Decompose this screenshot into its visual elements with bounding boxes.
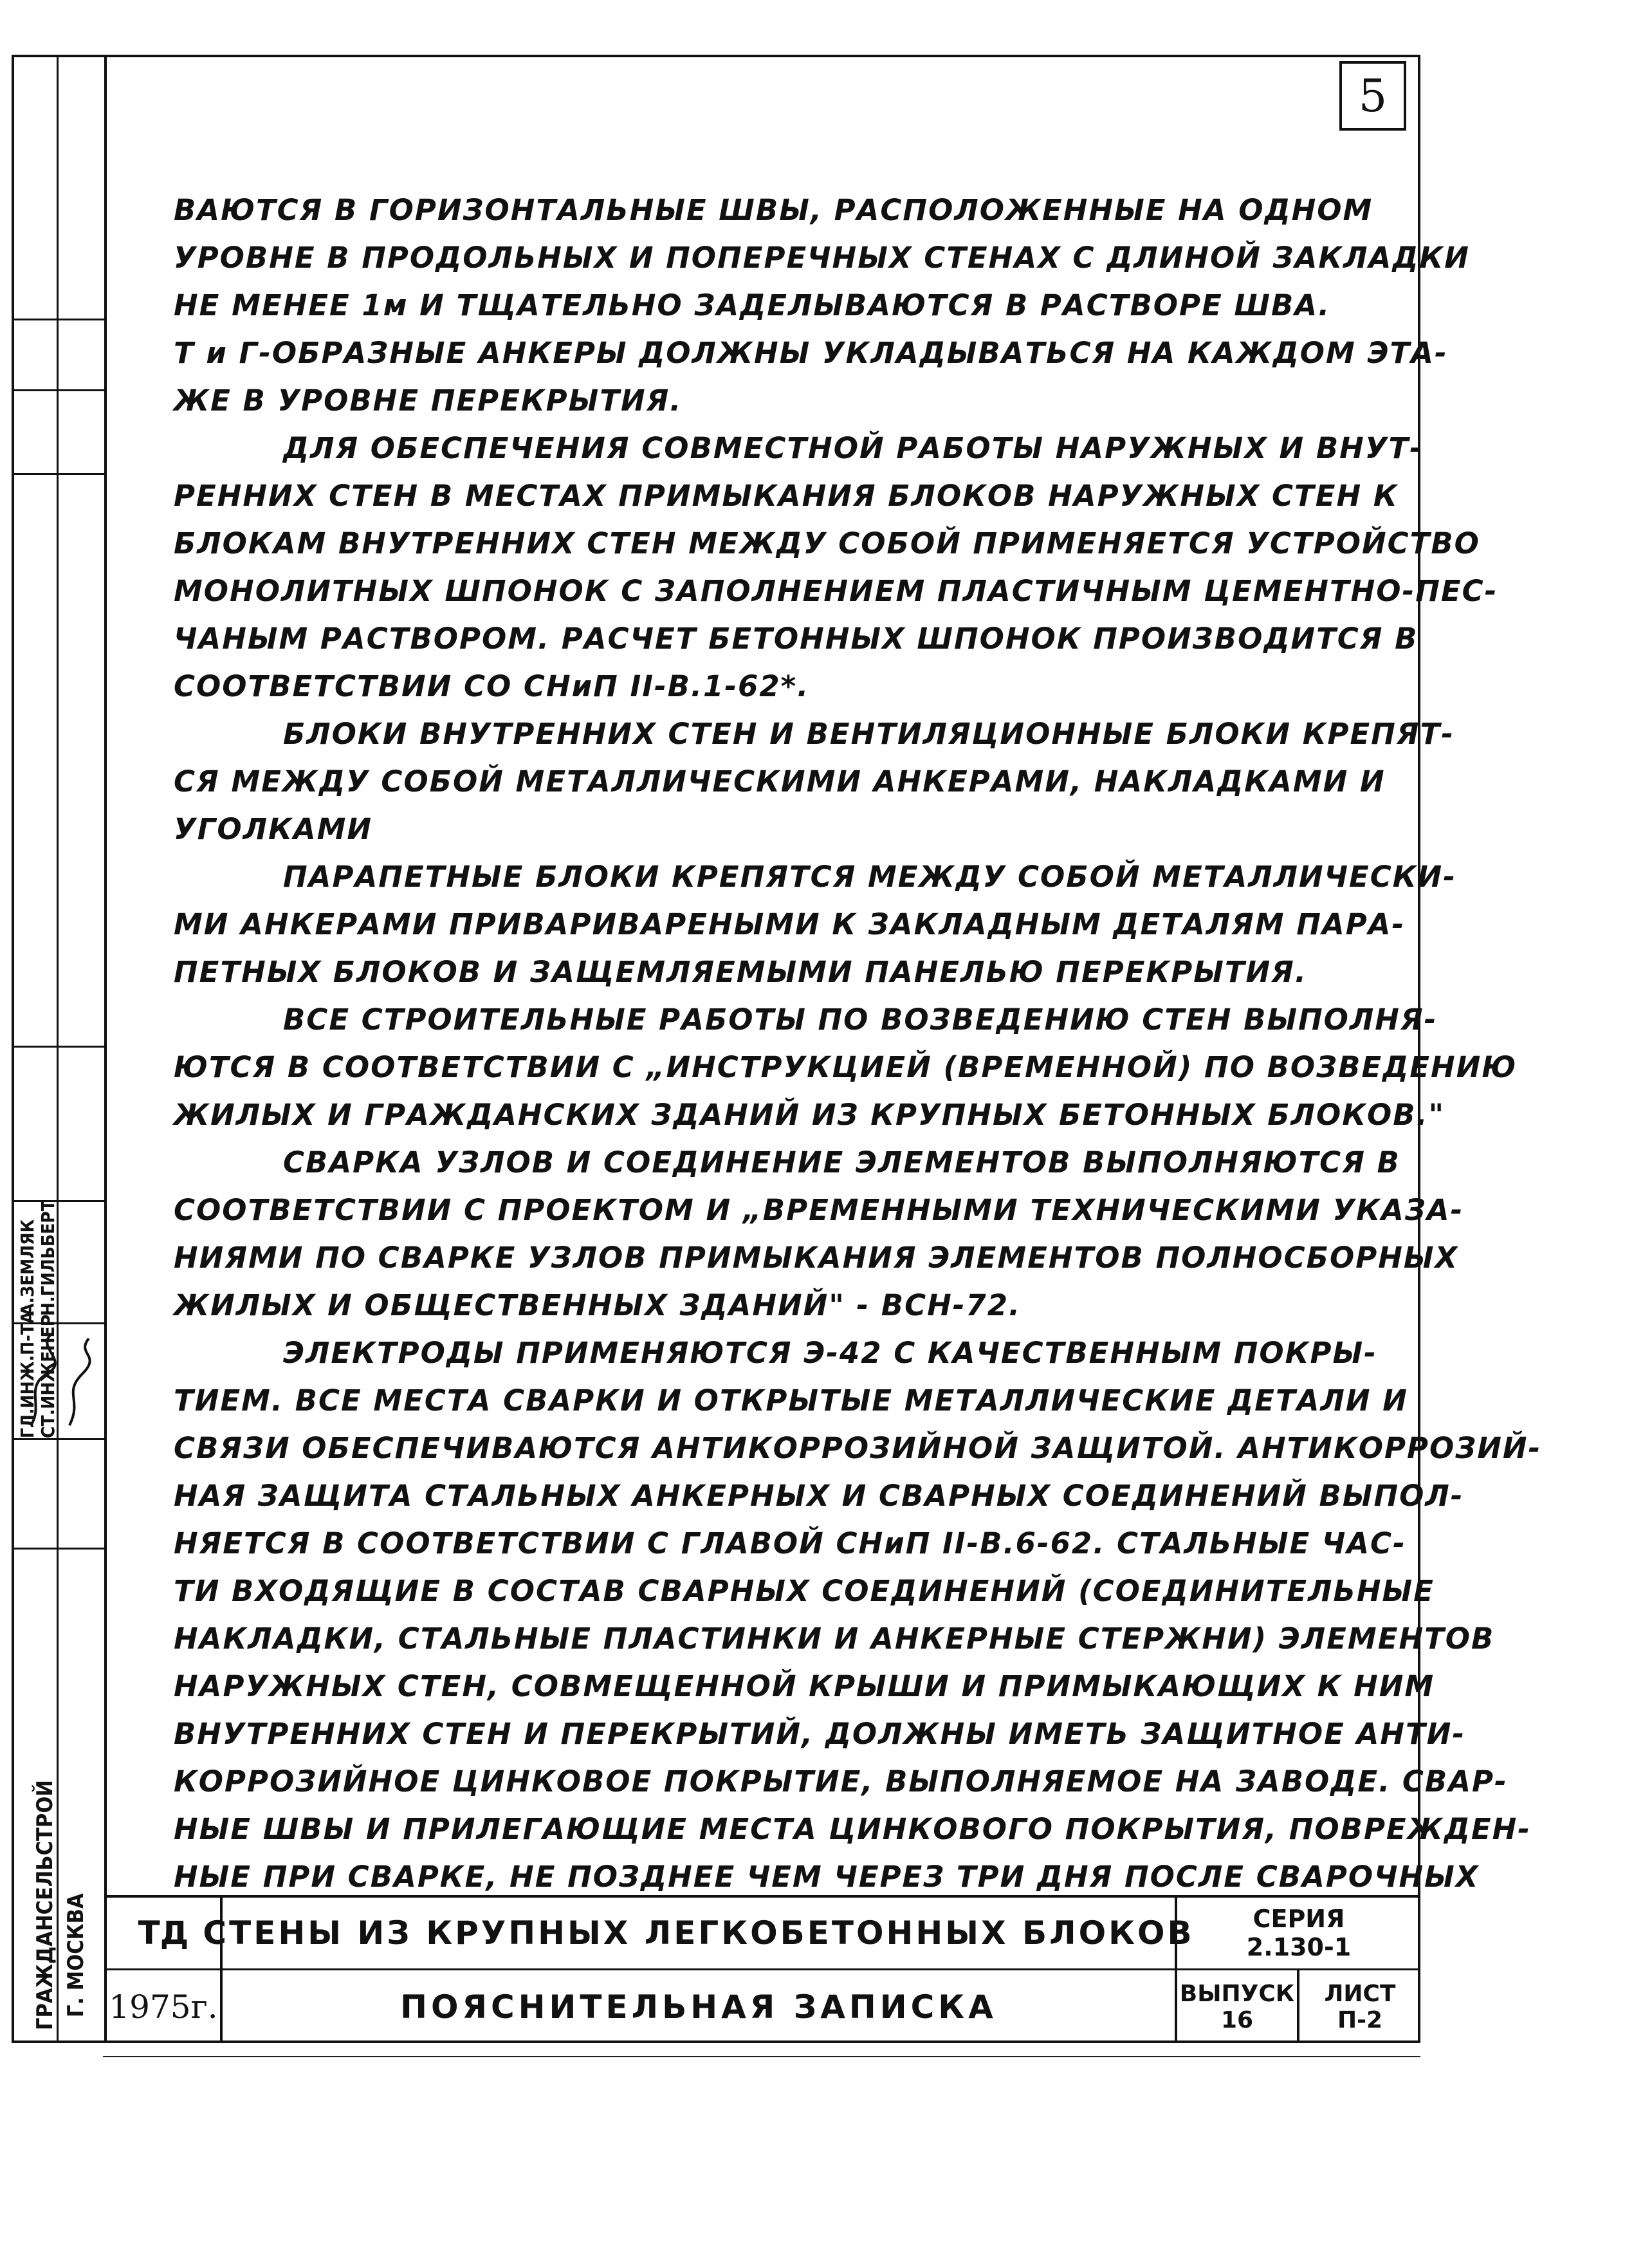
- title-block-subtitle: ПОЯСНИТЕЛЬНАЯ ЗАПИСКА: [400, 1988, 997, 2026]
- text-line: ЖЕ В УРОВНЕ ПЕРЕКРЫТИЯ.: [174, 384, 683, 418]
- stamp-organization: ГРАЖДАНСЕЛЬСТРОЙ: [32, 1780, 58, 2030]
- signature-marks: [18, 1329, 102, 1432]
- issue-value: 16: [1220, 2006, 1254, 2033]
- series-value: 2.130-1: [1246, 1933, 1352, 1961]
- text-line: ПЕТНЫХ БЛОКОВ И ЗАЩЕМЛЯЕМЫМИ ПАНЕЛЬЮ ПЕРЕКРЫТИЯ.: [174, 955, 1307, 989]
- text-line: НАРУЖНЫХ СТЕН, СОВМЕЩЕННОЙ КРЫШИ И ПРИМЫКАЮЩИХ К НИМ: [174, 1669, 1435, 1703]
- text-line: ТИЕМ. ВСЕ МЕСТА СВАРКИ И ОТКРЫТЫЕ МЕТАЛЛИЧЕСКИЕ ДЕТАЛИ И: [174, 1383, 1408, 1418]
- text-line: НАКЛАДКИ, СТАЛЬНЫЕ ПЛАСТИНКИ И АНКЕРНЫЕ СТЕРЖНИ) ЭЛЕМЕНТОВ: [174, 1622, 1495, 1656]
- title-block-title: СТЕНЫ ИЗ КРУПНЫХ ЛЕГКОБЕТОННЫХ БЛОКОВ: [223, 1898, 1175, 1970]
- stamp-role-senior-engineer: СТ.ИНЖЕНЕР: [37, 1314, 59, 1438]
- text-line: НЫЕ ПРИ СВАРКЕ, НЕ ПОЗДНЕЕ ЧЕМ ЧЕРЕЗ ТРИ ДНЯ ПОСЛЕ СВАРОЧНЫХ: [174, 1860, 1480, 1894]
- text-line: ВАЮТСЯ В ГОРИЗОНТАЛЬНЫЕ ШВЫ, РАСПОЛОЖЕННЫЕ НА ОДНОМ: [174, 193, 1373, 227]
- stamp-city: Г. МОСКВА: [63, 1893, 89, 2017]
- text-line: ЮТСЯ В СООТВЕТСТВИИ С „ИНСТРУКЦИЕЙ (ВРЕМЕННОЙ) ПО ВОЗВЕДЕНИЮ: [174, 1050, 1518, 1084]
- page-number: 5: [1339, 61, 1406, 131]
- text-line: НИЯМИ ПО СВАРКЕ УЗЛОВ ПРИМЫКАНИЯ ЭЛЕМЕНТОВ ПОЛНОСБОРНЫХ: [174, 1241, 1459, 1275]
- title-block-year: 1975г.: [107, 1970, 223, 2043]
- series-label: СЕРИЯ: [1253, 1905, 1345, 1933]
- text-line: ПАРАПЕТНЫЕ БЛОКИ КРЕПЯТСЯ МЕЖДУ СОБОЙ МЕТАЛЛИЧЕСКИ-: [283, 860, 1456, 894]
- text-line: СООТВЕТСТВИИ С ПРОЕКТОМ И „ВРЕМЕННЫМИ ТЕХНИЧЕСКИМИ УКАЗА-: [174, 1193, 1464, 1227]
- text-line: СЯ МЕЖДУ СОБОЙ МЕТАЛЛИЧЕСКИМИ АНКЕРАМИ, НАКЛАДКАМИ И: [174, 764, 1386, 799]
- text-line: НЯЕТСЯ В СООТВЕТСТВИИ С ГЛАВОЙ СНиП II-В.6-62. СТАЛЬНЫЕ ЧАС-: [174, 1526, 1406, 1560]
- text-line: ВНУТРЕННИХ СТЕН И ПЕРЕКРЫТИЙ, ДОЛЖНЫ ИМЕТЬ ЗАЩИТНОЕ АНТИ-: [174, 1717, 1466, 1751]
- text-line: Т и Г-ОБРАЗНЫЕ АНКЕРЫ ДОЛЖНЫ УКЛАДЫВАТЬСЯ НА КАЖДОМ ЭТА-: [174, 336, 1448, 370]
- text-line: КОРРОЗИЙНОЕ ЦИНКОВОЕ ПОКРЫТИЕ, ВЫПОЛНЯЕМОЕ НА ЗАВОДЕ. СВАР-: [174, 1764, 1508, 1799]
- text-line: ЭЛЕКТРОДЫ ПРИМЕНЯЮТСЯ Э-42 С КАЧЕСТВЕННЫМ ПОКРЫ-: [283, 1336, 1377, 1370]
- text-line: ВСЕ СТРОИТЕЛЬНЫЕ РАБОТЫ ПО ВОЗВЕДЕНИЮ СТЕН ВЫПОЛНЯ-: [283, 1003, 1438, 1037]
- title-block-issue: [1175, 1970, 1297, 2043]
- text-line: МОНОЛИТНЫХ ШПОНОК С ЗАПОЛНЕНИЕМ ПЛАСТИЧНЫМ ЦЕМЕНТНО-ПЕС-: [174, 574, 1498, 608]
- text-line: БЛОКИ ВНУТРЕННИХ СТЕН И ВЕНТИЛЯЦИОННЫЕ БЛОКИ КРЕПЯТ-: [283, 717, 1455, 751]
- strip-rule: [12, 319, 107, 320]
- strip-rule: [12, 473, 107, 475]
- title-block-sheet: [1297, 1970, 1420, 2043]
- title-block-code: ТД: [107, 1898, 223, 1970]
- text-line: ДЛЯ ОБЕСПЕЧЕНИЯ СОВМЕСТНОЙ РАБОТЫ НАРУЖНЫХ И ВНУТ-: [283, 431, 1423, 465]
- strip-rule: [12, 1548, 107, 1550]
- stamp-name-2: Н.ГИЛЬБЕРТ: [37, 1200, 59, 1316]
- text-line: ЧАНЫМ РАСТВОРОМ. РАСЧЕТ БЕТОННЫХ ШПОНОК ПРОИЗВОДИТСЯ В: [174, 622, 1418, 656]
- text-line: НЕ МЕНЕЕ 1м И ТЩАТЕЛЬНО ЗАДЕЛЫВАЮТСЯ В РАСТВОРЕ ШВА.: [174, 288, 1331, 322]
- text-line: УГОЛКАМИ: [174, 812, 373, 846]
- text-line: СООТВЕТСТВИИ СО СНиП II-В.1-62*.: [174, 669, 810, 703]
- sheet-label: ЛИСТ: [1324, 1980, 1396, 2007]
- left-stamp-strip: [12, 55, 107, 2043]
- stamp-name-1: А.ЗЕМЛЯК: [17, 1219, 38, 1316]
- text-line: СВАРКА УЗЛОВ И СОЕДИНЕНИЕ ЭЛЕМЕНТОВ ВЫПОЛНЯЮТСЯ В: [283, 1145, 1400, 1180]
- text-line: НАЯ ЗАЩИТА СТАЛЬНЫХ АНКЕРНЫХ И СВАРНЫХ СОЕДИНЕНИЙ ВЫПОЛ-: [174, 1479, 1464, 1513]
- title-block: [107, 1895, 1420, 2043]
- text-line: СВЯЗИ ОБЕСПЕЧИВАЮТСЯ АНТИКОРРОЗИЙНОЙ ЗАЩИТОЙ. АНТИКОРРОЗИЙ-: [174, 1431, 1542, 1465]
- text-line: НЫЕ ШВЫ И ПРИЛЕГАЮЩИЕ МЕСТА ЦИНКОВОГО ПОКРЫТИЯ, ПОВРЕЖДЕН-: [174, 1812, 1531, 1846]
- text-line: БЛОКАМ ВНУТРЕННИХ СТЕН МЕЖДУ СОБОЙ ПРИМЕНЯЕТСЯ УСТРОЙСТВО: [174, 526, 1480, 560]
- scan-edge-line: [103, 2056, 1420, 2057]
- title-block-series: [1175, 1898, 1420, 1970]
- text-line: ТИ ВХОДЯЩИЕ В СОСТАВ СВАРНЫХ СОЕДИНЕНИЙ (СОЕДИНИТЕЛЬНЫЕ: [174, 1574, 1435, 1608]
- text-line: ЖИЛЫХ И ОБЩЕСТВЕННЫХ ЗДАНИЙ" - ВСН-72.: [174, 1288, 1022, 1322]
- body-text: [174, 187, 1542, 1901]
- text-line: ЖИЛЫХ И ГРАЖДАНСКИХ ЗДАНИЙ ИЗ КРУПНЫХ БЕТОННЫХ БЛОКОВ.": [174, 1098, 1446, 1132]
- strip-rule: [12, 1046, 107, 1048]
- strip-rule: [12, 1438, 107, 1440]
- strip-rule: [12, 1200, 107, 1202]
- issue-label: ВЫПУСК: [1179, 1980, 1295, 2007]
- text-line: РЕННИХ СТЕН В МЕСТАХ ПРИМЫКАНИЯ БЛОКОВ НАРУЖНЫХ СТЕН К: [174, 479, 1399, 513]
- strip-divider: [57, 55, 59, 2043]
- stamp-role-chief-engineer: ГЛ.ИНЖ.П-ТА: [17, 1311, 38, 1438]
- text-line: МИ АНКЕРАМИ ПРИВАРИВАРЕНЫМИ К ЗАКЛАДНЫМ ДЕТАЛЯМ ПАРА-: [174, 907, 1406, 941]
- sheet-value: П-2: [1337, 2006, 1383, 2033]
- text-line: УРОВНЕ В ПРОДОЛЬНЫХ И ПОПЕРЕЧНЫХ СТЕНАХ С ДЛИНОЙ ЗАКЛАДКИ: [174, 241, 1470, 275]
- strip-rule: [12, 389, 107, 391]
